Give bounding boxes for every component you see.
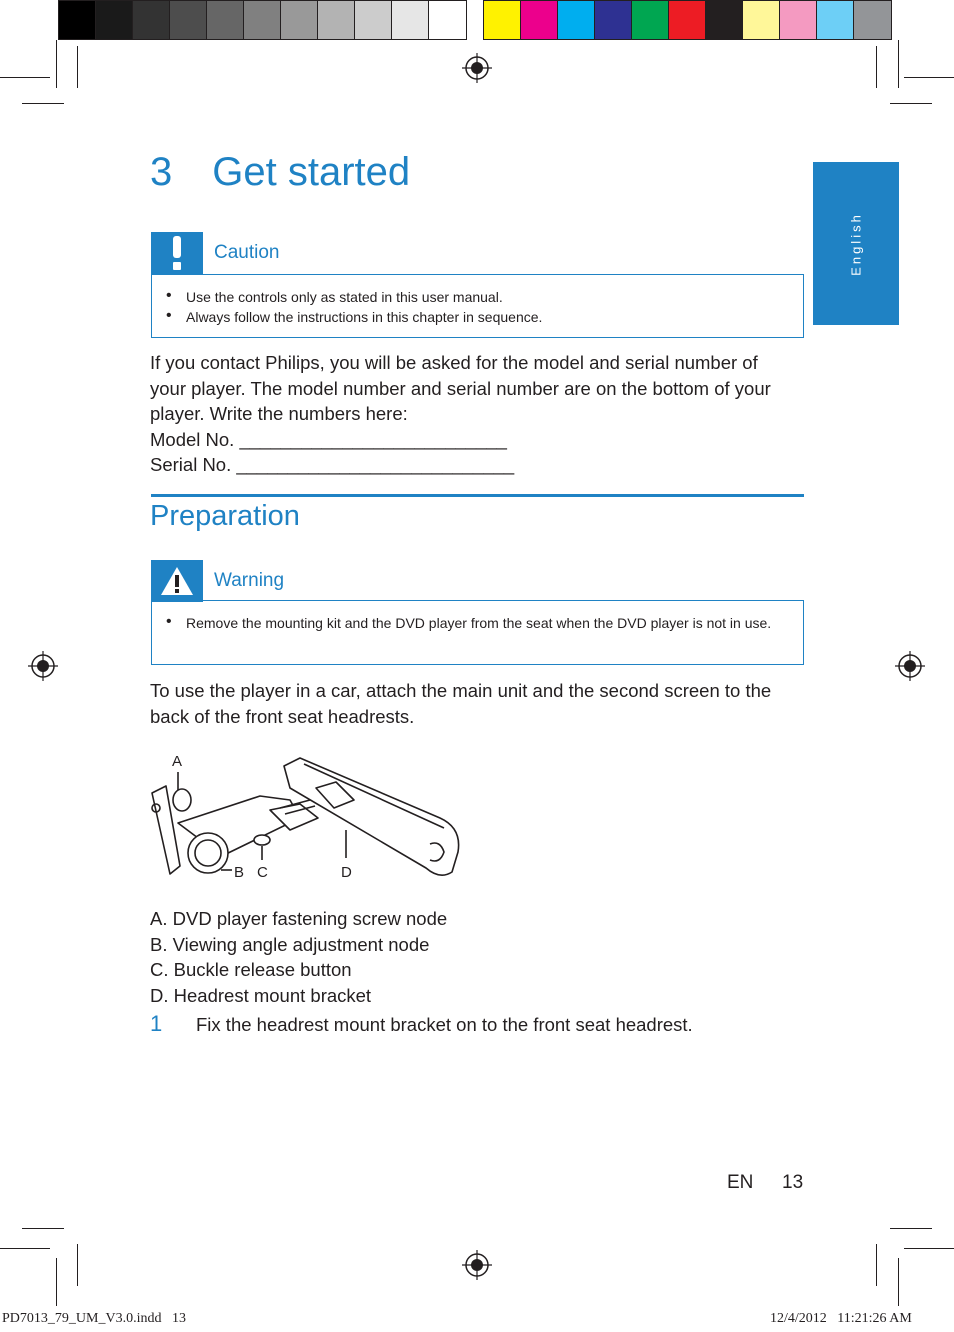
warning-box (151, 600, 804, 665)
chapter-number: 3 (150, 150, 173, 194)
color-swatch (780, 1, 817, 39)
color-swatch (244, 1, 281, 39)
headrest-mount-illustration (140, 748, 470, 888)
registration-mark-icon (895, 651, 925, 681)
section-heading: Preparation (150, 500, 300, 532)
color-swatch (170, 1, 207, 39)
chapter-title (150, 150, 410, 195)
intro-line: player. Write the numbers here: (150, 403, 408, 424)
caution-box (151, 274, 804, 338)
color-swatch (133, 1, 170, 39)
preparation-line: To use the player in a car, attach the main unit and the second screen to the (150, 680, 772, 701)
color-swatch (392, 1, 429, 39)
intro-line: If you contact Philips, you will be asked for the model and serial number of (150, 352, 758, 373)
section-rule (151, 494, 804, 497)
legend-item: C. Buckle release button (150, 959, 352, 980)
page-number: 13 (782, 1172, 804, 1193)
serial-number-field: Serial No. ___________________________ (150, 454, 515, 475)
model-number-field: Model No. __________________________ (150, 428, 507, 450)
side-tab-label: English (848, 211, 864, 276)
color-swatch (59, 1, 96, 39)
warning-label: Warning (214, 570, 285, 591)
slug-file: PD7013_79_UM_V3.0.indd 13 (2, 1311, 186, 1326)
slug-date: 12/4/2012 11:21:26 AM (770, 1311, 912, 1326)
grayscale-color-bar (58, 0, 467, 40)
color-swatch (595, 1, 632, 39)
figure-label-a: A (172, 753, 183, 770)
exclamation-icon (151, 232, 203, 274)
figure-label-c: C (257, 864, 268, 881)
caution-header (151, 232, 280, 274)
step-item (150, 1011, 693, 1037)
intro-line: your player. The model number and serial number are on the bottom of your (150, 377, 771, 399)
color-swatch (817, 1, 854, 39)
color-swatch (318, 1, 355, 39)
color-swatch (632, 1, 669, 39)
warning-header (151, 560, 284, 602)
caution-label: Caution (214, 242, 280, 263)
registration-mark-icon (28, 651, 58, 681)
preparation-paragraph (150, 678, 805, 729)
color-swatch (706, 1, 743, 39)
color-swatch (521, 1, 558, 39)
caution-item: • Always follow the instructions in this chapter in sequence. (164, 307, 789, 327)
color-swatch (429, 1, 466, 39)
color-swatch (96, 1, 133, 39)
color-swatch (207, 1, 244, 39)
warning-item: • Remove the mounting kit and the DVD player from the seat when the DVD player is not in use. (164, 613, 775, 633)
registration-mark-icon (462, 1250, 492, 1280)
chapter-title-text: Get started (212, 150, 411, 194)
footer-language: EN (727, 1172, 754, 1193)
intro-paragraph (150, 350, 805, 478)
preparation-line: back of the front seat headrests. (150, 705, 415, 727)
color-swatch (484, 1, 521, 39)
color-swatch (854, 1, 891, 39)
figure-label-b: B (234, 864, 245, 881)
legend-item: A. DVD player fastening screw node (150, 908, 448, 929)
warning-triangle-icon (151, 560, 203, 602)
color-swatch (355, 1, 392, 39)
step-number: 1 (150, 1011, 163, 1036)
caution-item: • Use the controls only as stated in this user manual. (164, 287, 789, 307)
step-text: Fix the headrest mount bracket on to the front seat headrest. (196, 1014, 693, 1035)
registration-mark-icon (462, 53, 492, 83)
color-swatch (743, 1, 780, 39)
color-swatch (281, 1, 318, 39)
figure-legend (150, 906, 447, 1008)
color-swatch (558, 1, 595, 39)
language-side-tab (813, 162, 899, 325)
figure-label-d: D (341, 864, 352, 881)
legend-item: B. Viewing angle adjustment node (150, 933, 430, 955)
legend-item: D. Headrest mount bracket (150, 984, 372, 1006)
process-color-bar (483, 0, 892, 40)
color-swatch (669, 1, 706, 39)
